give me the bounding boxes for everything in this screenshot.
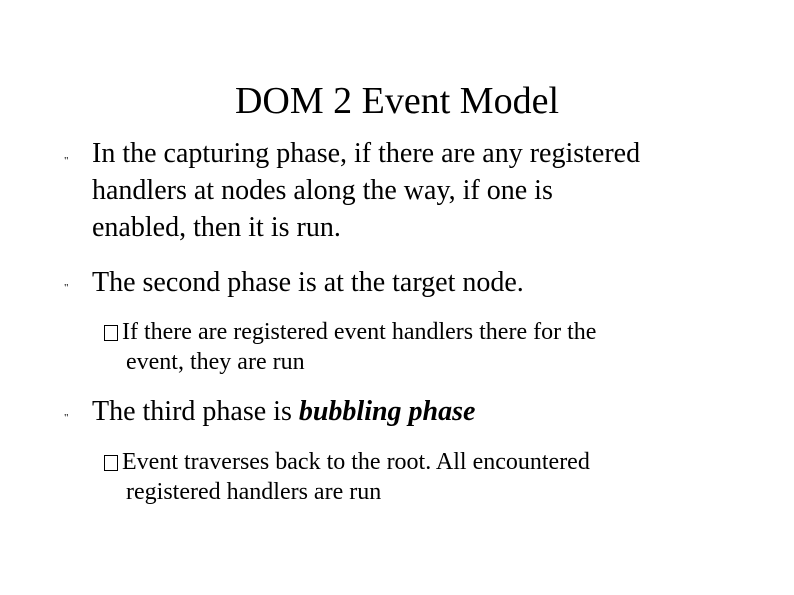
bullet-1-line-2: handlers at nodes along the way, if one is	[92, 175, 553, 206]
sub-bullet-2-line-2: registered handlers are run	[126, 479, 382, 505]
bullet-text-1	[92, 135, 752, 246]
square-bullet-icon	[104, 325, 118, 341]
bullet-marker-1: "	[64, 155, 69, 167]
sub-bullet-1-line-1: If there are registered event handlers there for the	[122, 319, 597, 345]
bullet-2-line-1: The second phase is at the target node.	[92, 267, 524, 298]
sub-bullet-1-line-2: event, they are run	[126, 349, 305, 375]
bullet-marker-2: "	[64, 282, 69, 294]
bullet-1-line-3: enabled, then it is run.	[92, 212, 341, 243]
sub-bullet-2	[104, 447, 744, 507]
bullet-3-prefix: The third phase is	[92, 396, 299, 427]
bullet-1-line-1: In the capturing phase, if there are any registered	[92, 138, 641, 169]
bullet-3-emphasis: bubbling phase	[298, 396, 476, 427]
bullet-text-3	[92, 393, 752, 430]
sub-bullet-2-line-1: Event traverses back to the root. All encountered	[122, 449, 590, 475]
bullet-text-2	[92, 264, 752, 301]
slide-title: DOM 2 Event Model	[234, 80, 560, 122]
sub-bullet-1	[104, 317, 744, 377]
bullet-marker-3: "	[64, 412, 69, 424]
square-bullet-icon	[104, 455, 118, 471]
